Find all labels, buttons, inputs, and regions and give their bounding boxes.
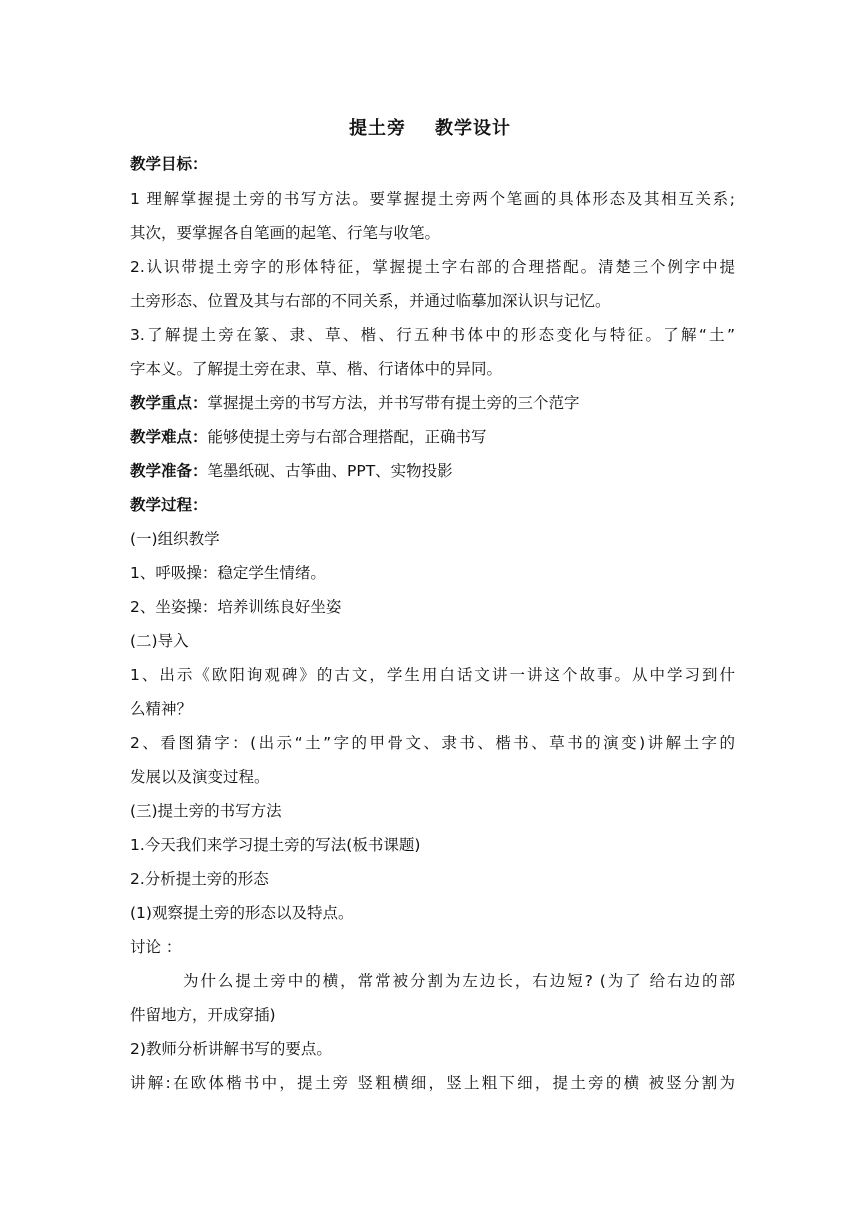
section-3-heading: (三)提土旁的书写方法 (130, 802, 282, 820)
explanation-line-1: 讲解:在欧体楷书中，提土旁 竖粗横细，竖上粗下细，提土旁的横 被竖分割为 (130, 1074, 735, 1092)
discussion-label: 讨论 ： (130, 938, 182, 956)
difficulty-row (130, 426, 735, 448)
section-1-item-1: 1、呼吸操：稳定学生情绪。 (130, 564, 326, 582)
section-1-item-2: 2、坐姿操：培养训练良好坐姿 (130, 598, 342, 616)
goal-1-line-2: 其次，要掌握各自笔画的起笔、行笔与收笔。 (130, 224, 441, 242)
discussion-line-2: 件留地方，开成穿插) (130, 1006, 276, 1024)
section-3-sub-1: (1)观察提土旁的形态以及特点。 (130, 904, 354, 922)
goal-2-line-2: 土旁形态、位置及其与右部的不同关系，并通过临摹加深认识与记忆。 (130, 292, 611, 310)
goal-3-line-1: 3.了解提土旁在篆、隶、草、楷、行五种书体中的形态变化与特征。了解“土” (130, 326, 735, 344)
key-point-row (130, 392, 735, 414)
key-point-text: 掌握提土旁的书写方法，并书写带有提土旁的三个范字 (207, 394, 580, 412)
preparation-row (130, 460, 735, 482)
difficulty-label: 教学难点： (130, 428, 208, 446)
difficulty-text: 能够使提土旁与右部合理搭配，正确书写 (207, 428, 487, 446)
preparation-text: 笔墨纸砚、古筝曲、PPT、实物投影 (207, 462, 453, 480)
section-2-heading: (二)导入 (130, 632, 189, 650)
goals-heading: 教学目标： (130, 155, 208, 173)
preparation-label: 教学准备： (130, 462, 208, 480)
section-3-item-2: 2.分析提土旁的形态 (130, 870, 269, 888)
document-title: 提土旁 教学设计 (348, 118, 512, 139)
goal-2-line-1: 2.认识带提土旁字的形体特征，掌握提土字右部的合理搭配。清楚三个例字中提 (130, 258, 735, 276)
section-2-item-1-line-2: 么精神？ (130, 700, 193, 718)
section-2-item-1-line-1: 1、出示《欧阳询观碑》的古文，学生用白话文讲一讲这个故事。从中学习到什 (130, 666, 735, 684)
process-heading: 教学过程： (130, 496, 208, 514)
key-point-label: 教学重点： (130, 394, 208, 412)
section-3-item-1: 1.今天我们来学习提土旁的写法(板书课题) (130, 836, 421, 854)
goal-3-line-2: 字本义。了解提土旁在隶、草、楷、行诸体中的异同。 (130, 360, 503, 378)
goal-1-line-1: 1 理解掌握提土旁的书写方法。要掌握提土旁两个笔画的具体形态及其相互关系; (130, 190, 735, 208)
discussion-line-1: 为什么提土旁中的横，常常被分割为左边长，右边短? (为了 给右边的部 (183, 972, 735, 990)
section-2-item-2-line-2: 发展以及演变过程。 (130, 768, 270, 786)
section-1-heading: (一)组织教学 (130, 530, 220, 548)
section-3-sub-2: 2)教师分析讲解书写的要点。 (130, 1040, 332, 1058)
section-2-item-2-line-1: 2、看图猜字：(出示“土”字的甲骨文、隶书、楷书、草书的演变)讲解土字的 (130, 734, 735, 752)
